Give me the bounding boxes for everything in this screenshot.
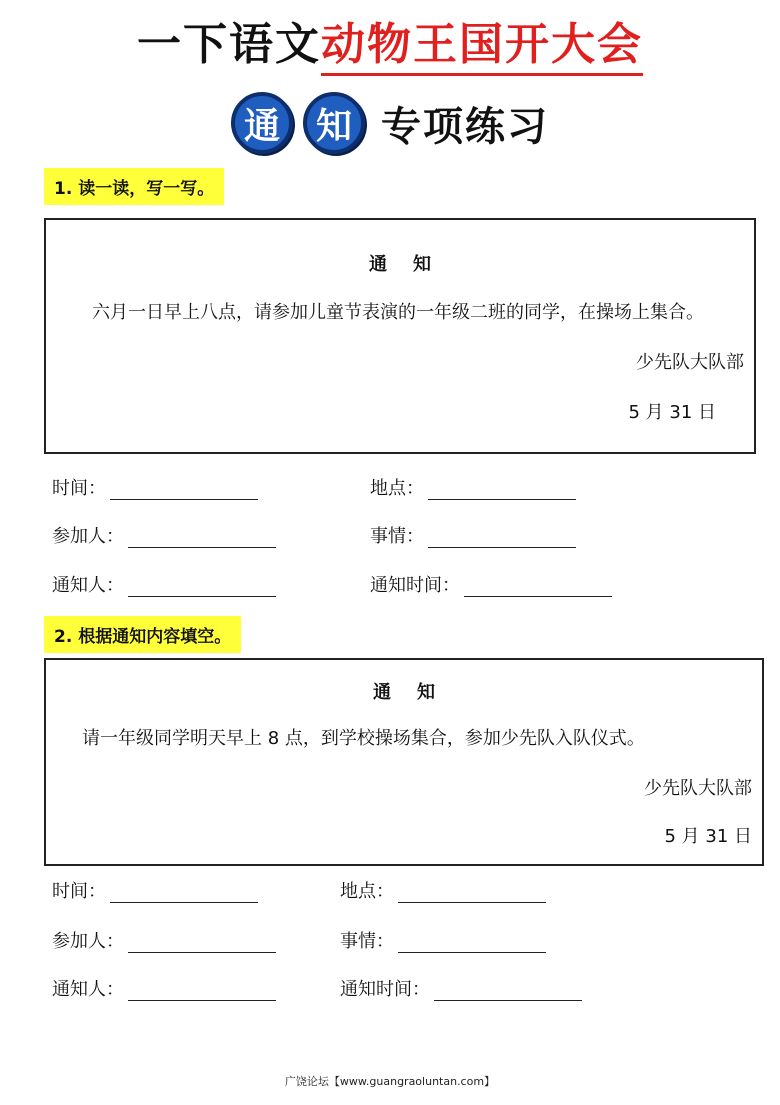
q2-field-notifier: [52, 975, 276, 1001]
q1-field-participants: [52, 522, 276, 548]
q1-field-place: [370, 474, 576, 500]
q2-matter-blank[interactable]: [398, 935, 546, 953]
q2-field-time: [52, 877, 258, 903]
q2-field-place: [340, 877, 546, 903]
title-grade: 一下语文: [137, 19, 321, 70]
q2-field-participants: [52, 927, 276, 953]
footer-source: 广饶论坛【www.guangraoluntan.com】: [284, 1075, 496, 1088]
q1-participants-label: 参加人：: [52, 526, 124, 547]
q1-notice-date: 5 月 31 日: [628, 402, 716, 423]
q1-notice-title: 通知: [369, 254, 457, 275]
q2-field-matter: [340, 927, 546, 953]
q2-notifier-blank[interactable]: [128, 983, 276, 1001]
title-lesson: 动物王国开大会: [321, 19, 643, 76]
q1-notifier-label: 通知人：: [52, 575, 124, 596]
q1-time-blank[interactable]: [110, 482, 258, 500]
q2-notice-time-blank[interactable]: [434, 983, 582, 1001]
q2-label: 2. 根据通知内容填空。: [44, 616, 241, 653]
q2-notice-date: 5 月 31 日: [664, 826, 752, 847]
badge-zhi: 知: [303, 92, 365, 154]
q2-place-label: 地点：: [340, 881, 394, 902]
q1-label: 1. 读一读，写一写。: [44, 168, 224, 205]
q2-participants-blank[interactable]: [128, 935, 276, 953]
q2-notice-sign: 少先队大队部: [644, 778, 752, 799]
q1-matter-label: 事情：: [370, 526, 424, 547]
q2-time-label: 时间：: [52, 881, 106, 902]
badge-tong: 通: [231, 92, 293, 154]
subtitle-row: [0, 92, 780, 154]
q1-matter-blank[interactable]: [428, 530, 576, 548]
q2-notice-body: 请一年级同学明天早上 8 点，到学校操场集合，参加少先队入队仪式。: [82, 728, 645, 749]
q1-field-notifier: [52, 571, 276, 597]
q1-notice-sign: 少先队大队部: [636, 352, 744, 373]
q1-field-time: [52, 474, 258, 500]
q1-field-matter: [370, 522, 576, 548]
q1-participants-blank[interactable]: [128, 530, 276, 548]
q1-place-blank[interactable]: [428, 482, 576, 500]
q1-field-notice-time: [370, 571, 612, 597]
q1-time-label: 时间：: [52, 478, 106, 499]
q2-notice-box: [44, 658, 764, 866]
q1-notice-time-label: 通知时间：: [370, 575, 460, 596]
q2-notice-time-label: 通知时间：: [340, 979, 430, 1000]
q1-notifier-blank[interactable]: [128, 579, 276, 597]
q2-matter-label: 事情：: [340, 931, 394, 952]
subtitle-text: 专项练习: [381, 103, 549, 150]
q2-notifier-label: 通知人：: [52, 979, 124, 1000]
q2-notice-title: 通知: [373, 682, 461, 703]
q2-place-blank[interactable]: [398, 885, 546, 903]
page-title: [0, 8, 780, 76]
q2-field-notice-time: [340, 975, 582, 1001]
q2-participants-label: 参加人：: [52, 931, 124, 952]
q1-place-label: 地点：: [370, 478, 424, 499]
q2-time-blank[interactable]: [110, 885, 258, 903]
q1-notice-box: [44, 218, 756, 454]
q1-notice-body: 六月一日早上八点，请参加儿童节表演的一年级二班的同学，在操场上集合。: [92, 302, 704, 323]
q1-notice-time-blank[interactable]: [464, 579, 612, 597]
